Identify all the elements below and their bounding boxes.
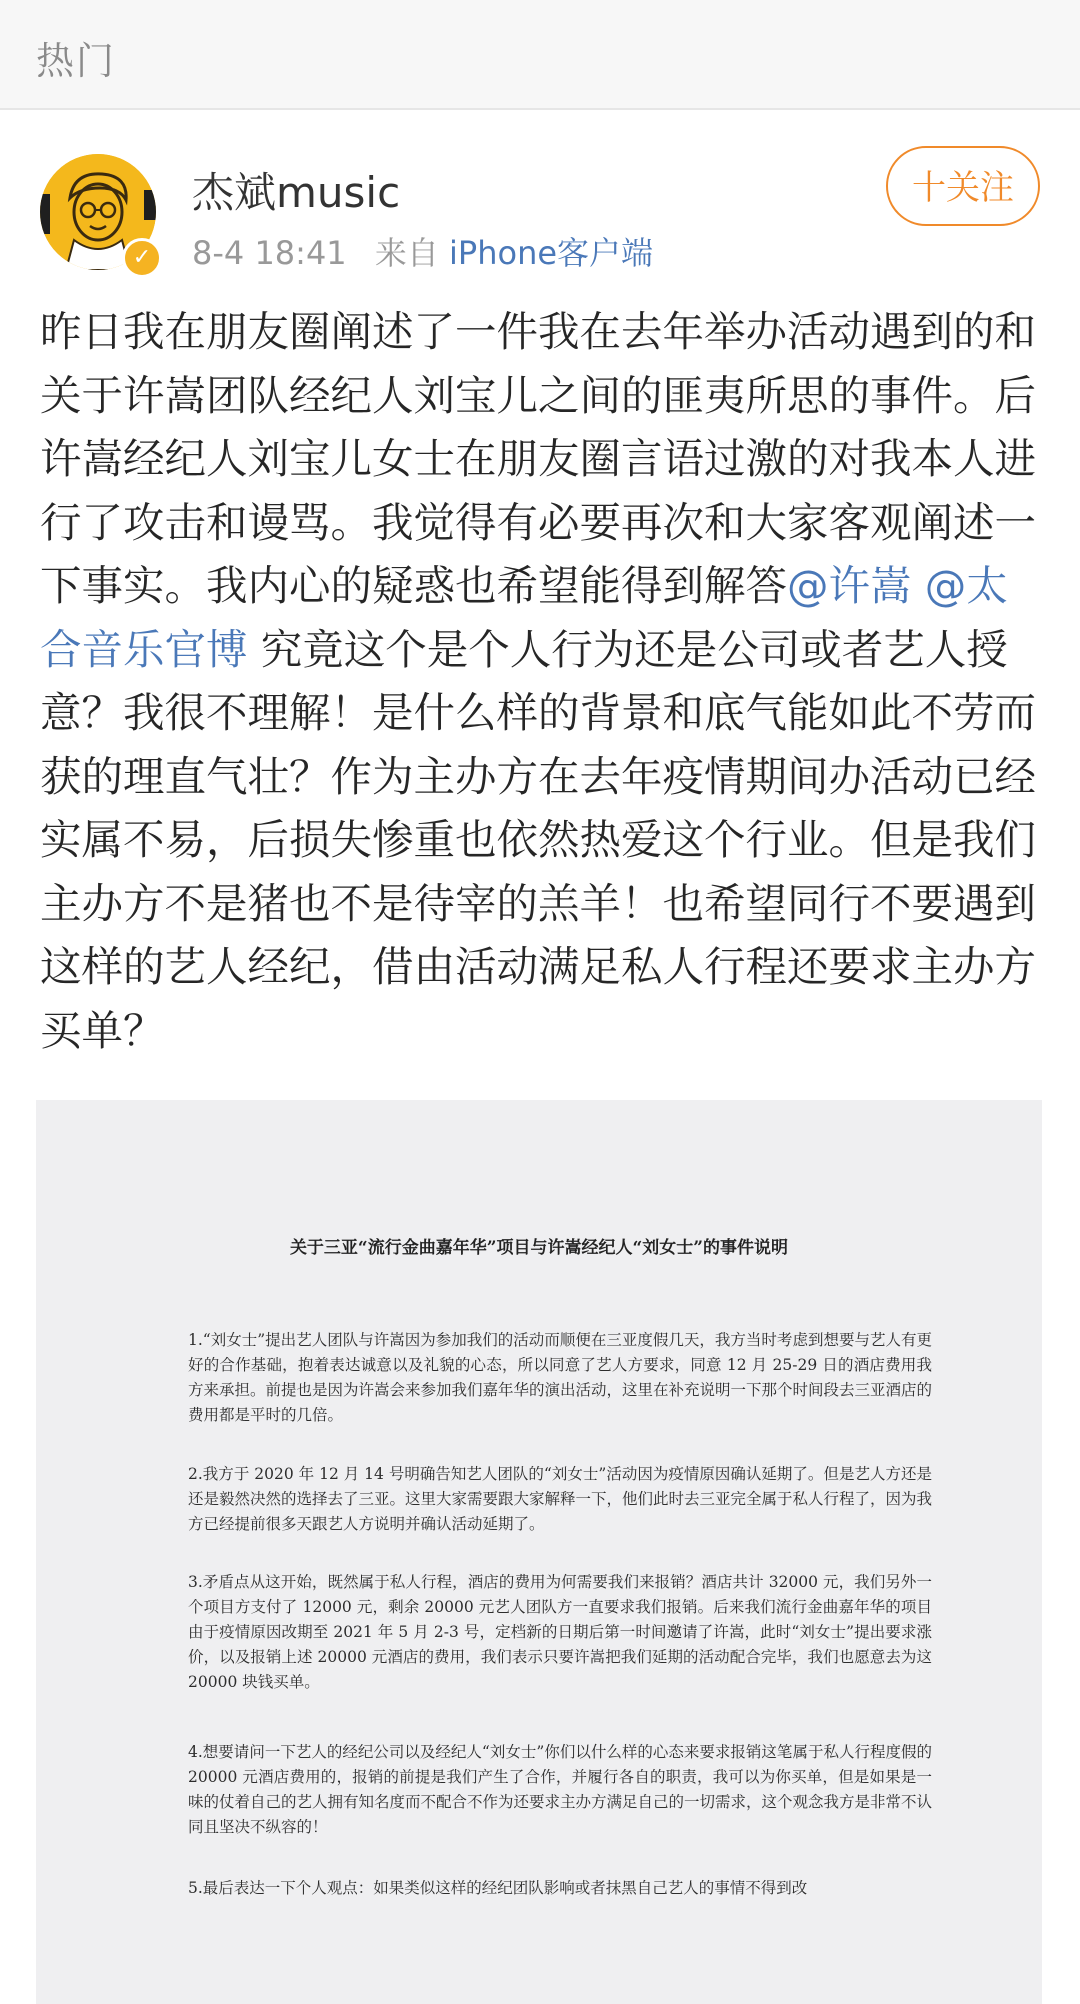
page-title: 热门 (36, 39, 117, 83)
document-paragraph-2: 2.我方于 2020 年 12 月 14 号明确告知艺人团队的“刘女士”活动因为疫情原因确认延期了。但是艺人方还是还是毅然决然的选择去了三亚。这里大家需要跟大家解释一下，他们此时去三亚完全属于私人行程了，因为我方已经提前很多天跟艺人方说明并确认活动延期了。 (188, 1465, 933, 1533)
from-label: 来自 (374, 234, 439, 272)
document-paragraph-3: 3.矛盾点从这开始，既然属于私人行程，酒店的费用为何需要我们来报销？酒店共计 32000 元，我们另外一个项目方支付了 12000 元，剩余 20000 元艺人团队方一直要求我们报销。后来我们流行金曲嘉年华的项目由于疫情原因改期至 2021 年 5 月 2-3 号，定档新的日期后第一时间邀请了许嵩，此时“刘女士”提出要求涨价，以及报销上述 20000 元酒店的费用，我们表示只要许嵩把我们延期的活动配合完毕，我们也愿意去为这 20000 块钱买单。 (188, 1573, 932, 1691)
mention-taihe-music[interactable]: @太合音乐官博 (40, 561, 1008, 674)
top-bar (0, 0, 1080, 110)
document-paragraph-1: 1.“刘女士”提出艺人团队与许嵩因为参加我们的活动而顺便在三亚度假几天，我方当时考虑到想要与艺人有更好的合作基础，抱着表达诚意以及礼貌的心态，所以同意了艺人方要求，同意 12 月 25-29 日的酒店费用我方来承担。前提也是因为许嵩会来参加我们嘉年华的演出活动，这里在补充说明一下那个时间段去三亚酒店的费用都是平时的几倍。 (188, 1331, 933, 1424)
post-text-part2: 究竟这个是个人行为还是公司或者艺人授意？我很不理解！是什么样的背景和底气能如此不劳而获的理直气壮？作为主办方在去年疫情期间办活动已经实属不易，后损失惨重也依然热爱这个行业。但是我们主办方不是猪也不是待宰的羔羊！也希望同行不要遇到这样的艺人经纪，借由活动满足私人行程还要求主办方买单？ (40, 624, 1037, 1055)
post-time: 8-4 18:41 (192, 234, 347, 272)
post-meta (192, 228, 653, 274)
document-title: 关于三亚“流行金曲嘉年华”项目与许嵩经纪人“刘女士”的事件说明 (289, 1238, 789, 1258)
attached-image[interactable] (36, 1100, 1042, 2004)
post-source[interactable]: iPhone客户端 (449, 234, 654, 272)
mention-xusong[interactable]: @许嵩 (787, 561, 912, 610)
document-paragraph-5: 5.最后表达一下个人观点：如果类似这样的经纪团队影响或者抹黑自己艺人的事情不得到改 (188, 1879, 808, 1897)
post-text (40, 300, 1040, 1062)
follow-button[interactable]: 十关注 (886, 146, 1040, 226)
username[interactable]: 杰斌music (192, 168, 401, 217)
post-text-part1: 昨日我在朋友圈阐述了一件我在去年举办活动遇到的和关于许嵩团队经纪人刘宝儿之间的匪夷所思的事件。后 许嵩经纪人刘宝儿女士在朋友圈言语过激的对我本人进行了攻击和谩骂。我觉得有必要再次和大家客观阐述一下事实。我内心的疑惑也希望能得到解答 (40, 307, 1037, 610)
document-paragraph-4: 4.想要请问一下艺人的经纪公司以及经纪人“刘女士”你们以什么样的心态来要求报销这笔属于私人行程度假的 20000 元酒店费用的，报销的前提是我们产生了合作，并履行各自的职责，我可以为你买单，但是如果是一味的仗着自己的艺人拥有知名度而不配合不作为还要求主办方满足自己的一切需求，这个观念我方是非常不认同且坚决不纵容的！ (188, 1743, 933, 1836)
verified-badge-icon: ✓ (122, 238, 162, 278)
